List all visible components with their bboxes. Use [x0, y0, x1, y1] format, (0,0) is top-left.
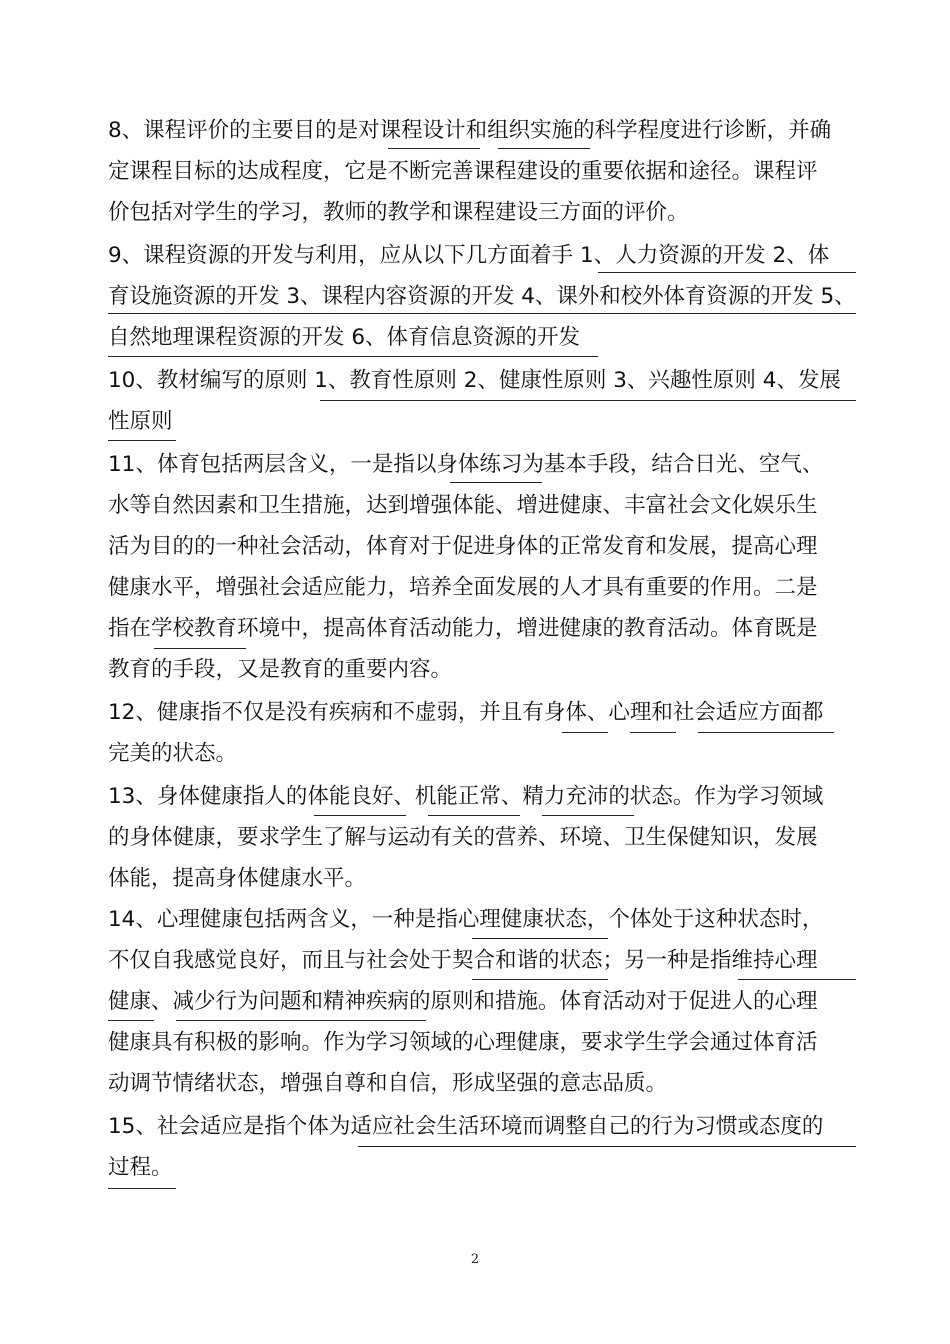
answer-underline [562, 732, 608, 733]
text-line-21: 不仅自我感觉良好，而且与社会处于契合和谐的状态；另一种是指维持心理 [108, 948, 818, 973]
text-line-11: 活为目的的一种社会活动，体育对于促进身体的正常发育和发展，提高心理 [108, 534, 818, 559]
answer-underline [472, 938, 608, 939]
answer-underline [472, 979, 608, 980]
text-line-6: 自然地理课程资源的开发 6、体育信息资源的开发 [108, 325, 581, 350]
text-line-26: 过程。 [108, 1155, 173, 1180]
answer-underline [498, 148, 590, 149]
answer-underline [428, 815, 520, 816]
answer-underline [320, 400, 856, 401]
answer-underline [542, 815, 634, 816]
text-line-15: 12、健康指不仅是没有疾病和不虚弱，并且有身体、心理和社会适应方面都 [108, 700, 824, 725]
text-line-12: 健康水平，增强社会适应能力，培养全面发展的人才具有重要的作用。二是 [108, 575, 818, 600]
answer-underline [154, 648, 246, 649]
text-line-23: 健康具有积极的影响。作为学习领域的心理健康，要求学生学会通过体育活 [108, 1030, 818, 1055]
text-line-25: 15、社会适应是指个体为适应社会生活环境而调整自己的行为习惯或态度的 [108, 1114, 824, 1139]
text-line-8: 性原则 [108, 409, 173, 434]
answer-underline [108, 1188, 176, 1189]
page-number: 2 [470, 1252, 480, 1267]
text-line-18: 的身体健康，要求学生了解与运动有关的营养、环境、卫生保健知识，发展 [108, 825, 818, 850]
answer-underline [450, 482, 542, 483]
text-line-10: 水等自然因素和卫生措施，达到增强体能、增进健康、丰富社会文化娱乐生 [108, 493, 818, 518]
answer-underline [698, 732, 834, 733]
answer-underline [108, 356, 598, 357]
text-line-2: 定课程目标的达成程度，它是不断完善课程建设的重要依据和途径。课程评 [108, 159, 818, 184]
text-line-7: 10、教材编写的原则 1、教育性原则 2、健康性原则 3、兴趣性原则 4、发展 [108, 368, 841, 393]
answer-underline [314, 815, 406, 816]
text-line-14: 教育的手段，又是教育的重要内容。 [108, 657, 453, 682]
answer-underline [108, 313, 856, 314]
answer-underline [108, 1020, 154, 1021]
text-line-3: 价包括对学生的学习，教师的教学和课程建设三方面的评价。 [108, 200, 689, 225]
answer-underline [358, 1146, 856, 1147]
answer-underline [598, 272, 856, 273]
text-line-13: 指在学校教育环境中，提高体育活动能力，增进健康的教育活动。体育既是 [108, 616, 818, 641]
text-line-24: 动调节情绪状态，增强自尊和自信，形成坚强的意志品质。 [108, 1071, 668, 1096]
answer-underline [176, 1020, 426, 1021]
answer-underline [738, 979, 856, 980]
text-line-20: 14、心理健康包括两含义，一种是指心理健康状态，个体处于这种状态时， [108, 907, 824, 932]
text-line-17: 13、身体健康指人的体能良好、机能正常、精力充沛的状态。作为学习领域 [108, 784, 824, 809]
text-line-4: 9、课程资源的开发与利用，应从以下几方面着手 1、人力资源的开发 2、体 [108, 243, 830, 268]
text-line-5: 育设施资源的开发 3、课程内容资源的开发 4、课外和校外体育资源的开发 5、 [108, 284, 856, 309]
text-line-19: 体能，提高身体健康水平。 [108, 866, 367, 891]
answer-underline [630, 732, 676, 733]
answer-underline [108, 440, 176, 441]
text-line-9: 11、体育包括两层含义，一是指以身体练习为基本手段，结合日光、空气、 [108, 452, 824, 477]
text-line-1: 8、课程评价的主要目的是对课程设计和组织实施的科学程度进行诊断，并确 [108, 118, 832, 143]
text-line-16: 完美的状态。 [108, 741, 238, 766]
answer-underline [388, 148, 480, 149]
text-line-22: 健康、减少行为问题和精神疾病的原则和措施。体育活动对于促进人的心理 [108, 989, 818, 1014]
